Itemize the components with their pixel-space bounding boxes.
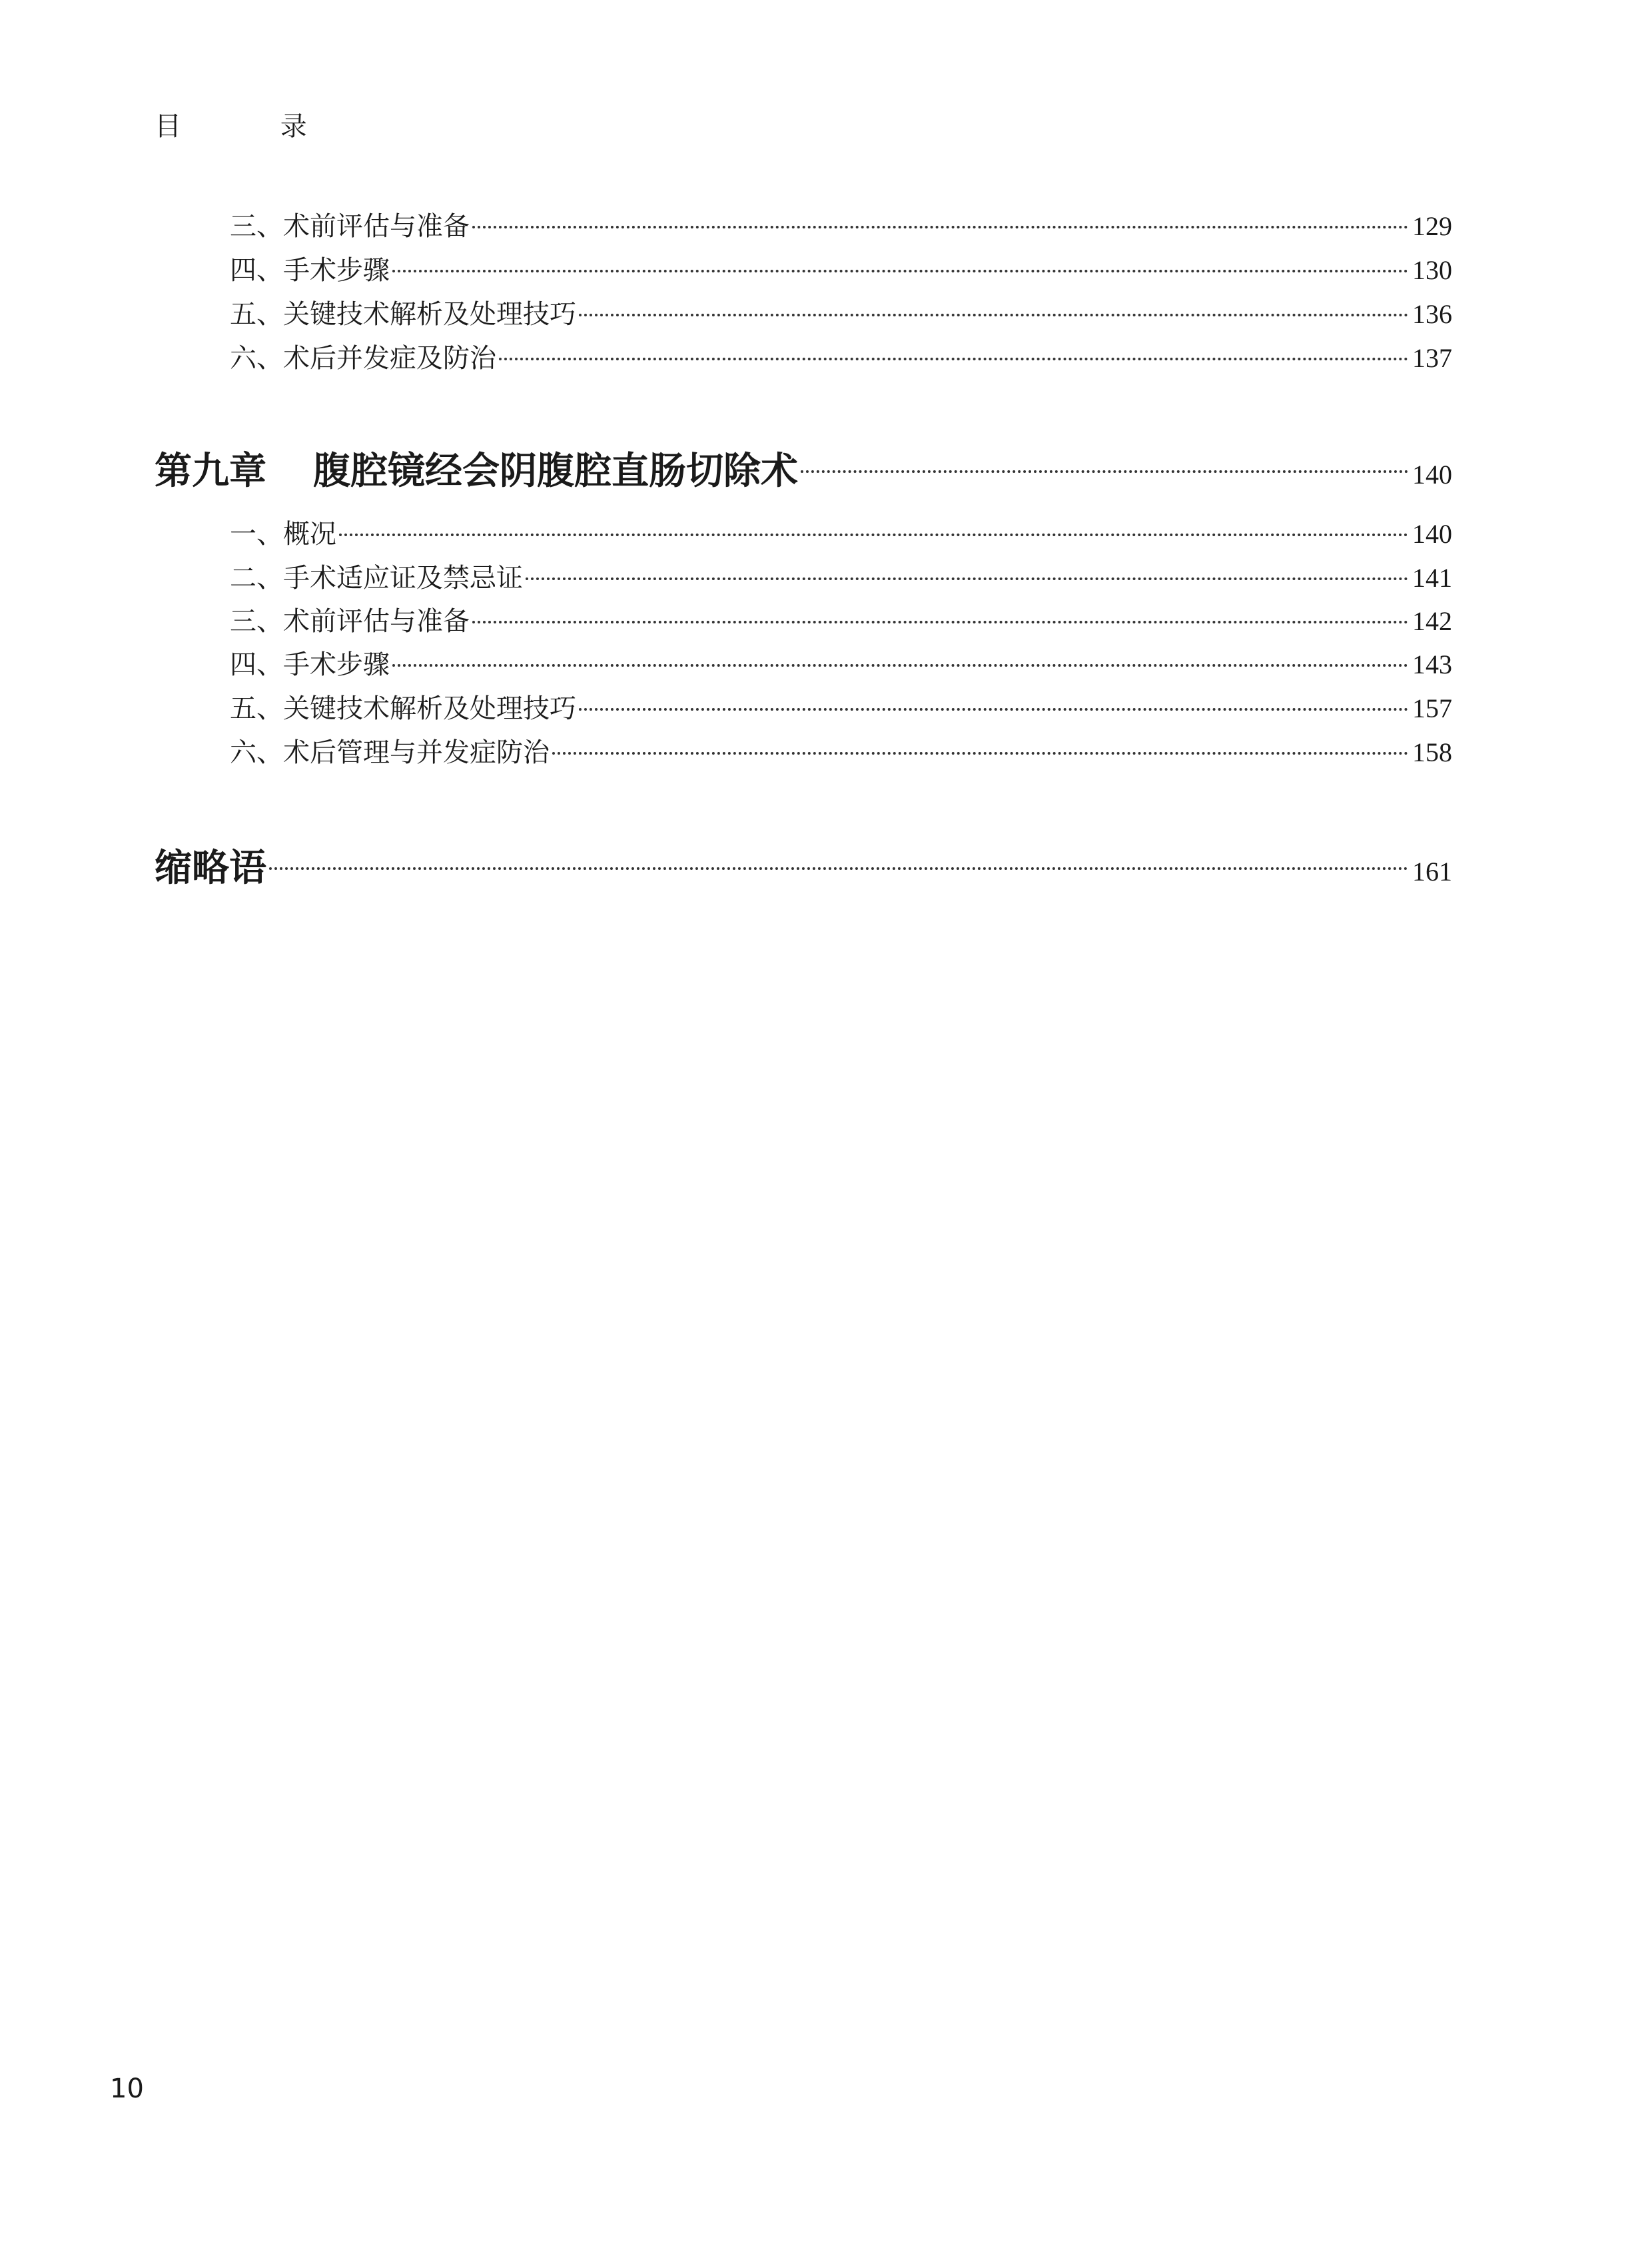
toc-entry-page: 130 (1412, 255, 1452, 285)
chapter-heading (155, 444, 798, 498)
toc-abbreviations[interactable] (155, 841, 1452, 895)
toc-entry[interactable] (230, 206, 1452, 246)
toc-entry-page: 129 (1412, 211, 1452, 241)
toc-entry-page: 141 (1412, 563, 1452, 593)
toc-entry-page: 142 (1412, 606, 1452, 636)
toc-entry-page: 140 (1412, 519, 1452, 549)
toc-entry-page: 143 (1412, 649, 1452, 679)
dot-leader (269, 867, 1408, 870)
dot-leader (552, 752, 1408, 755)
toc-entry[interactable] (230, 294, 1452, 334)
toc-entry-label: 五、关键技术解析及处理技巧 (230, 299, 576, 330)
toc-entry-page: 137 (1412, 343, 1452, 373)
dot-leader (801, 470, 1408, 473)
chapter-title: 腹腔镜经会阴腹腔直肠切除术 (313, 449, 798, 493)
dot-leader (579, 314, 1408, 316)
chapter-number: 第九章 (155, 449, 266, 493)
dot-leader (392, 270, 1408, 272)
toc-entry-label: 六、术后管理与并发症防治 (230, 737, 550, 768)
dot-leader (579, 708, 1408, 711)
dot-leader (526, 577, 1408, 580)
page-number: 10 (110, 2073, 144, 2104)
toc-entry-label: 一、概况 (230, 519, 336, 550)
toc-entry-page: 158 (1412, 737, 1452, 767)
dot-leader (472, 226, 1408, 228)
dot-leader (499, 358, 1408, 360)
toc-entry[interactable] (230, 250, 1452, 290)
toc-entry-label: 四、手术步骤 (230, 649, 390, 680)
toc-entry[interactable] (230, 645, 1452, 685)
toc-entry-label: 三、术前评估与准备 (230, 211, 470, 242)
toc-entry[interactable] (230, 558, 1452, 598)
toc-entry-label: 二、手术适应证及禁忌证 (230, 563, 523, 593)
chapter-page: 161 (1412, 857, 1452, 887)
chapter-number: 缩略语 (155, 846, 266, 890)
toc-entry[interactable] (230, 514, 1452, 554)
dot-leader (339, 534, 1408, 536)
toc-entry-label: 六、术后并发症及防治 (230, 343, 496, 374)
toc-entry[interactable] (230, 733, 1452, 773)
chapter-page: 140 (1412, 460, 1452, 490)
toc-entry[interactable] (230, 601, 1452, 641)
dot-leader (472, 621, 1408, 623)
toc-chapter-9[interactable] (155, 444, 1452, 498)
toc-entry[interactable] (230, 689, 1452, 729)
toc-entry-page: 157 (1412, 693, 1452, 723)
toc-entry-label: 三、术前评估与准备 (230, 606, 470, 637)
chapter-heading (155, 841, 266, 895)
toc-entry-label: 五、关键技术解析及处理技巧 (230, 693, 576, 724)
running-head: 目 录 (155, 111, 352, 142)
toc-entry-label: 四、手术步骤 (230, 255, 390, 286)
toc-entry[interactable] (230, 338, 1452, 378)
dot-leader (392, 664, 1408, 667)
toc-entry-page: 136 (1412, 299, 1452, 329)
